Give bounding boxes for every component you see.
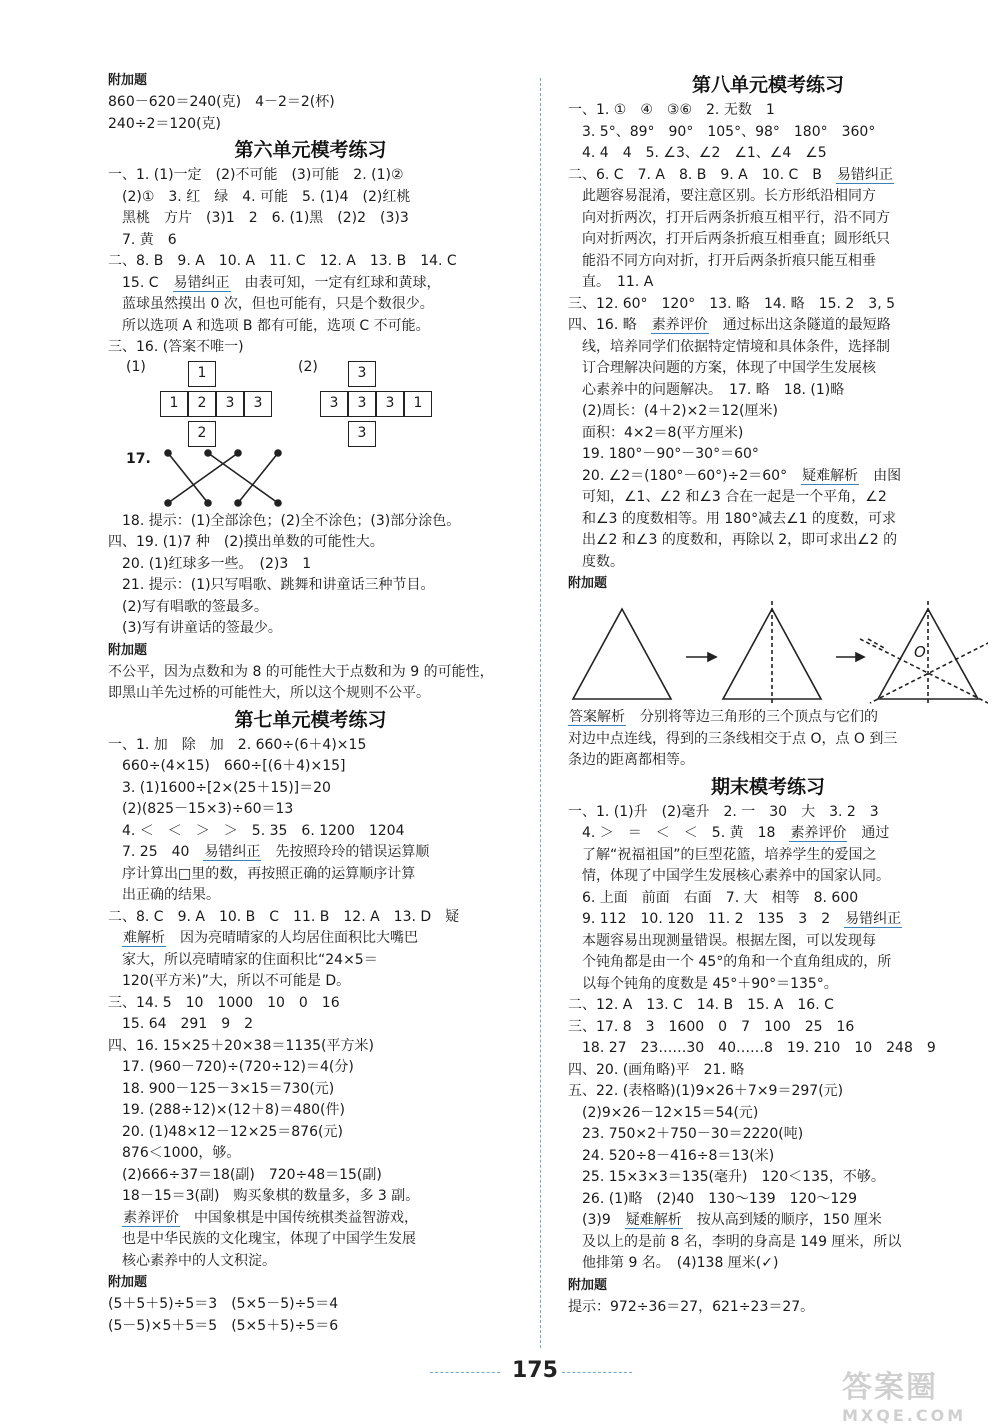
net1-cell: 1 xyxy=(160,391,188,417)
text-line: 3. (1)1600÷[2×(25＋15)]＝20 xyxy=(108,779,331,796)
text-line: (2)① 3. 红 绿 4. 可能 5. (1)4 (2)红桃 xyxy=(108,188,411,205)
text-line: 18－15＝3(副) 购买象棋的数量多，多 3 副。 xyxy=(108,1188,420,1204)
text-line: 提示：972÷36＝27，621÷23＝27。 xyxy=(568,1298,815,1315)
net2-cell: 3 xyxy=(348,421,376,447)
unit8-part1 xyxy=(568,100,968,165)
difficulty-tag: 疑难解析 xyxy=(802,467,859,484)
final-part1 xyxy=(568,802,968,824)
text-line: 他排第 9 名。 (4)138 厘米(✓) xyxy=(568,1255,779,1271)
text-line: 23. 750×2＋750－30＝2220(吨) xyxy=(568,1126,804,1142)
analysis-tag: 答案解析 xyxy=(569,709,625,725)
text-line: 向对折两次，打开后两条折痕互相平行，沿不同方 xyxy=(568,209,890,226)
text-line: 6. 上面 前面 右面 7. 大 相等 8. 600 xyxy=(568,889,859,906)
text-line: 以每个钝角的度数是 45°＋90°＝135°。 xyxy=(568,975,838,992)
text-line: 出∠2 和∠3 的度数和，再除以 2，即可求出∠2 的 xyxy=(568,532,898,548)
text-line: 三、16. (答案不唯一) xyxy=(108,339,244,355)
unit7-part3 xyxy=(108,950,513,1208)
text-line: 二、12. A 13. C 14. B 15. A 16. C xyxy=(568,997,834,1013)
unit8-heading: 第八单元模考练习 xyxy=(691,74,844,96)
text-line: 也是中华民族的文化瑰宝，体现了中国学生发展 xyxy=(108,1231,416,1247)
final-part2 xyxy=(568,845,968,910)
matching-lines xyxy=(148,449,448,511)
text-line: (5－5)×5＋5＝5 (5×5＋5)÷5＝6 xyxy=(108,1317,339,1334)
text-line: 4. 4 4 5. ∠3、∠2 ∠1、∠4 ∠5 xyxy=(568,145,827,161)
text-line: 家大，所以亮晴晴家的住面积比“24×5＝ xyxy=(108,951,378,968)
text-line: 及以上的是前 8 名，李明的身高是 149 厘米，所以 xyxy=(568,1233,902,1250)
literacy-tag: 素养评价 xyxy=(651,317,708,333)
text-line: 直。 11. A xyxy=(568,274,654,290)
unit8-part3 xyxy=(568,337,968,466)
text-line: 个钝角都是由一个 45°的角和一个直角组成的，所 xyxy=(568,954,892,970)
column-divider xyxy=(540,78,541,1348)
text-line: 三、17. 8 3 1600 0 7 100 25 16 xyxy=(568,1018,855,1035)
difficulty-tag: 疑难解析 xyxy=(625,1212,682,1228)
right-column xyxy=(568,70,968,1318)
text-line: (2)666÷37＝18(副) 720÷48＝15(副) xyxy=(108,1166,382,1183)
error-correction-tag: 易错纠正 xyxy=(845,911,902,927)
net2-cell: 3 xyxy=(320,391,348,417)
text-line: 240÷2＝120(克) xyxy=(108,115,222,132)
extra-question-heading-r: 附加题 xyxy=(568,576,608,591)
text-line: 860－620＝240(克) 4－2＝2(杯) xyxy=(108,94,335,110)
text-line: (2)周长：(4＋2)×2＝12(厘米) xyxy=(568,403,778,419)
unit8-q16: 四、16. 略 素养评价 通过标出这条隧道的最短路 xyxy=(568,317,891,333)
text-line: 一、1. ① ④ ③⑥ 2. 无数 1 xyxy=(568,102,775,118)
unit6-part3 xyxy=(108,511,513,640)
net1-cell: 1 xyxy=(188,361,216,387)
text-line: 三、12. 60° 120° 13. 略 14. 略 15. 2 3, 5 xyxy=(568,295,896,312)
text-line: 18. 900－125－3×15＝730(元) xyxy=(108,1080,335,1097)
fig-label-1: (1) xyxy=(126,358,146,375)
final-heading: 期末模考练习 xyxy=(710,775,825,798)
text-line: 度数。 xyxy=(568,553,624,570)
text-line: 7. 黄 6 xyxy=(108,231,177,248)
unit8-q10: 二、6. C 7. A 8. B 9. A 10. C B 易错纠正 xyxy=(568,166,893,183)
page-decor-left xyxy=(430,1372,500,1373)
left-extra-section-5 xyxy=(108,70,513,135)
text-line: 所以选项 A 和选项 B 都有可能，选项 C 不可能。 xyxy=(108,317,430,334)
extra-answer: 不公平，因为点数和为 8 的可能性大于点数和为 9 的可能性，即黑山羊先过桥的可能性大，所以这个规则不公平。 xyxy=(108,663,494,701)
unit7-part2 xyxy=(108,864,513,929)
text-line: 面积：4×2＝8(平方厘米) xyxy=(568,424,744,441)
final-q26-3: (3)9 疑难解析 按从高到矮的顺序，150 厘米 xyxy=(568,1212,882,1228)
text-line: 情，体现了中国学生发展核心素养中的国家认同。 xyxy=(568,868,890,884)
text-line: 120(平方米)”大，所以不可能是 D。 xyxy=(108,973,351,989)
unit7-extra xyxy=(108,1294,513,1337)
text-line: 线，培养同学们依据特定情境和具体条件，选择制 xyxy=(568,338,890,355)
unit7-q20-eval: 素养评价 中国象棋是中国传统棋类益智游戏， xyxy=(123,1209,418,1226)
text-line: 二、8. B 9. A 10. A 11. C 12. A 13. B 14. C xyxy=(108,253,457,269)
literacy-tag: 素养评价 xyxy=(123,1209,179,1226)
text-line: (2)9×26－12×15＝54(元) xyxy=(568,1104,759,1121)
net2-cell: 3 xyxy=(348,391,376,417)
text-line: 三、14. 5 10 1000 10 0 16 xyxy=(108,994,340,1011)
text-line: 可知，∠1、∠2 和∠3 合在一起是一个平角，∠2 xyxy=(568,489,887,505)
text-line: 四、16. 15×25＋20×38＝1135(平方米) xyxy=(108,1037,374,1054)
text-line: 蓝球虽然摸出 0 次，但也可能有，只是个数很少。 xyxy=(108,296,434,312)
center-point-label: O xyxy=(914,643,926,661)
text-line: 20. (1)红球多一些。 (2)3 1 xyxy=(108,555,312,572)
unit7-q13: 难解析 因为亮晴晴家的人均居住面积比大嘴巴 xyxy=(123,930,418,946)
text-line: 24. 520÷8－416÷8＝13(米) xyxy=(568,1147,775,1164)
text-line: 19. (288÷12)×(12＋8)＝480(件) xyxy=(108,1102,345,1118)
net2-cell: 3 xyxy=(376,391,404,417)
triangle-figure xyxy=(568,595,968,707)
text-line: 15. 64 291 9 2 xyxy=(108,1016,254,1032)
text-line: 五、22. (表格略)(1)9×26＋7×9＝297(元) xyxy=(568,1083,844,1099)
unit8-q20: 20. ∠2＝(180°－60°)÷2＝60° 疑难解析 由图 xyxy=(568,467,902,484)
text-line: 21. 提示：(1)只写唱歌、跳舞和讲童话三种节目。 xyxy=(108,577,435,593)
matching-figure xyxy=(108,449,513,511)
text-line: 出正确的结果。 xyxy=(108,887,220,903)
text-line: 26. (1)略 (2)40 130～139 120～129 xyxy=(568,1190,858,1207)
text-line: 20. (1)48×12－12×25＝876(元) xyxy=(108,1123,343,1140)
text-line: 向对折两次，打开后两条折痕互相垂直；圆形纸只 xyxy=(568,231,890,247)
unit7-q7: 7. 25 40 易错纠正 先按照玲玲的错误运算顺 xyxy=(108,844,430,860)
unit6-q15: 15. C 易错纠正 由表可知，一定有红球和黄球， xyxy=(108,274,441,291)
unit8-part4 xyxy=(568,487,968,573)
watermark-url: MXQE.COM xyxy=(842,1406,967,1425)
text-line: 黑桃 方片 (3)1 2 6. (1)黑 (2)2 (3)3 xyxy=(108,210,409,226)
text-line: 876＜1000，够。 xyxy=(108,1145,241,1161)
unit8-part5 xyxy=(568,729,968,772)
text-line: (5＋5＋5)÷5＝3 (5×5－5)÷5＝4 xyxy=(108,1296,339,1312)
error-correction-tag: 易错纠正 xyxy=(204,844,261,860)
text-line: 附加题 xyxy=(108,73,148,88)
net2-cell: 3 xyxy=(348,361,376,387)
net1-cell: 2 xyxy=(188,391,216,417)
text-line: 660÷(4×15) 660÷[(6＋4)×15] xyxy=(108,758,346,774)
text-line: 一、1. (1)升 (2)毫升 2. 一 30 大 3. 2 3 xyxy=(568,803,879,820)
text-line: 了解“祝福祖国”的巨型花篮，培养学生的爱国之 xyxy=(568,846,877,863)
text-line: 4. ＜ ＜ ＞ ＞ 5. 35 6. 1200 1204 xyxy=(108,822,405,839)
fig-label-2: (2) xyxy=(298,358,318,375)
page-decor-right xyxy=(562,1372,632,1373)
net1-cell: 3 xyxy=(244,391,272,417)
answer-analysis: 答案解析 分别将等边三角形的三个顶点与它们的 xyxy=(569,709,878,725)
extra-question-heading-2: 附加题 xyxy=(108,1275,148,1290)
watermark-title: 答案圈 xyxy=(842,1370,938,1405)
text-line: 和∠3 的度数相等。用 180°减去∠1 的度数，可求 xyxy=(568,510,896,527)
page-number: 175 xyxy=(512,1358,558,1383)
text-line: 核心素养中的人文积淀。 xyxy=(108,1252,276,1269)
text-line: 18. 提示：(1)全部涂色；(2)全不涂色；(3)部分涂色。 xyxy=(108,512,461,529)
text-line: 一、1. 加 除 加 2. 660÷(6＋4)×15 xyxy=(108,736,367,753)
unit6-heading: 第六单元模考练习 xyxy=(234,139,387,161)
net1-cell: 3 xyxy=(216,391,244,417)
text-line: (2)写有唱歌的签最多。 xyxy=(108,598,268,615)
final-part4 xyxy=(568,1232,968,1275)
text-line: (3)写有讲童话的签最少。 xyxy=(108,620,282,636)
text-line: (2)(825－15×3)÷60＝13 xyxy=(108,801,294,817)
text-line: 18. 27 23……30 40……8 19. 210 10 248 9 xyxy=(568,1040,936,1056)
text-line: 25. 15×3×3＝135(毫升) 120＜135，不够。 xyxy=(568,1169,885,1185)
text-line: 能沿不同方向对折，打开后两条折痕只能互相垂 xyxy=(568,252,876,269)
text-line: 心素养中的问题解决。 17. 略 18. (1)略 xyxy=(568,381,845,398)
unit6-part2 xyxy=(108,294,513,359)
unit7-heading: 第七单元模考练习 xyxy=(234,708,387,731)
error-correction-tag: 易错纠正 xyxy=(173,274,230,291)
difficulty-tag: 难解析 xyxy=(123,930,165,946)
text-line: 四、20. (画角略)平 21. 略 xyxy=(568,1061,745,1078)
left-column xyxy=(108,70,513,1337)
unit8-part2 xyxy=(568,186,968,315)
text-line: 对边中点连线，得到的三条线相交于点 O，点 O 到三 xyxy=(568,730,898,747)
text-line: 17. (960－720)÷(720÷12)＝4(分) xyxy=(108,1059,354,1075)
unit7-part4 xyxy=(108,1229,513,1272)
text-line: 条边的距离都相等。 xyxy=(568,752,694,768)
text-line: 3. 5°、89° 90° 105°、98° 180° 360° xyxy=(568,123,876,140)
text-line: 订合理解决问题的方案，体现了中国学生发展核 xyxy=(568,360,876,376)
text-line: 四、19. (1)7 种 (2)摸出单数的可能性大。 xyxy=(108,534,384,550)
text-line: 一、1. (1)一定 (2)不可能 (3)可能 2. (1)② xyxy=(108,167,404,183)
final-q11: 9. 112 10. 120 11. 2 135 3 2 易错纠正 xyxy=(568,911,902,927)
extra-question-heading: 附加题 xyxy=(108,642,148,658)
unit7-part1 xyxy=(108,735,513,843)
error-correction-tag: 易错纠正 xyxy=(836,166,893,183)
net1-cell: 2 xyxy=(188,421,216,447)
text-line: 此题容易混淆，要注意区别。长方形纸沿相同方 xyxy=(568,188,876,204)
text-line: 本题容易出现测量错误。根据左图，可以发现每 xyxy=(568,932,876,949)
final-part3 xyxy=(568,931,968,1211)
final-extra xyxy=(568,1297,968,1319)
text-line: 19. 180°－90°－30°＝60° xyxy=(568,446,759,462)
literacy-tag: 素养评价 xyxy=(790,825,847,841)
final-q4: 4. ＞ ＝ ＜ ＜ 5. 黄 18 素养评价 通过 xyxy=(568,825,890,841)
net2-cell: 1 xyxy=(404,391,432,417)
q17-label: 17. xyxy=(126,450,151,467)
unit6-part1 xyxy=(108,165,513,273)
text-line: 二、8. C 9. A 10. B C 11. B 12. A 13. D 疑 xyxy=(108,908,460,925)
watermark-logo xyxy=(842,1362,982,1425)
extra-question-heading-r2: 附加题 xyxy=(568,1277,608,1293)
text-line: 序计算出□里的数，再按照正确的运算顺序计算 xyxy=(108,865,416,882)
